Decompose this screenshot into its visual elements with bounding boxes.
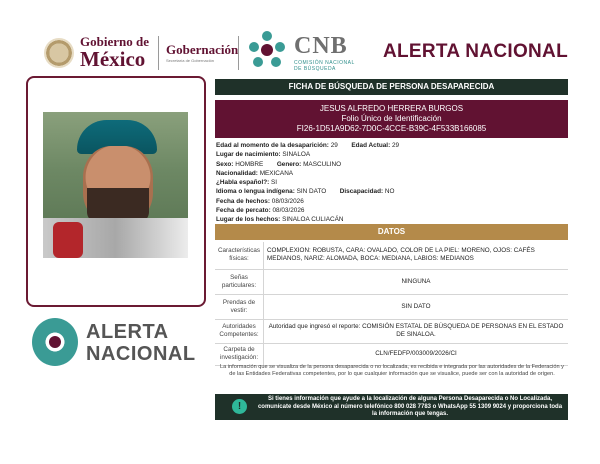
detail-row-sexo: [216, 160, 569, 169]
gob-line1: Gobierno de: [80, 34, 149, 49]
table-row: [215, 242, 568, 269]
genero-label: Genero:: [276, 160, 302, 168]
exclamation-icon: !: [232, 399, 247, 414]
autoridades-value: Autoridad que ingresó el reporte: COMISIÓN ESTATAL DE BÚSQUEDA DE PERSONAS EN EL ESTADO DE SINALOA.: [264, 319, 569, 343]
alerta-nacional-text: [86, 322, 196, 364]
senas-value: NINGUNA: [264, 269, 569, 294]
edad-desaparicion-value: 29: [330, 142, 338, 149]
gob-line2: México: [80, 47, 146, 71]
detail-row-nacionalidad: [216, 169, 569, 178]
person-name-box: [215, 100, 568, 138]
person-details: [216, 141, 569, 225]
header: [0, 0, 600, 76]
fecha-percato-value: 08/03/2026: [272, 207, 305, 215]
gobierno-de-mexico-logo: [80, 35, 149, 70]
logo-line2: NACIONAL: [86, 343, 196, 365]
photo-frame: [26, 76, 206, 307]
table-row: [215, 319, 568, 343]
photo-shirt-detail: [53, 222, 83, 258]
fecha-hechos-label: Fecha de hechos:: [216, 197, 270, 205]
detail-row-nacimiento: [216, 150, 569, 159]
sexo-label: Sexo:: [216, 160, 234, 168]
header-divider: [158, 36, 159, 70]
edad-desaparicion-label: Edad al momento de la desaparición:: [216, 142, 329, 149]
detail-row-idioma: [216, 187, 569, 196]
header-divider: [238, 36, 239, 70]
folio-label: Folio Único de Identificación: [341, 114, 442, 123]
detail-row-fecha-percato: [216, 206, 569, 215]
idioma-label: Idioma o lengua indígena:: [216, 188, 295, 196]
sexo-value: HOMBRE: [235, 160, 264, 168]
alerta-nacional-icon: [32, 318, 78, 366]
gobernacion-subtitle: Secretaría de Gobernación: [166, 58, 215, 63]
logo-line1: ALERTA: [86, 321, 169, 343]
alerta-nacional-logo: [32, 318, 196, 366]
cnb-title: CNB: [294, 33, 348, 59]
contact-text: Si tienes información que ayude a la localización de alguna Persona Desaparecida o No Localizada, comunícate desde México al número telefónico 800 028 7783 o WhatsApp 55 1309 9024 y proporciona toda la información que tengas.: [257, 396, 563, 417]
edad-actual-value: 29: [392, 142, 400, 149]
coat-of-arms-icon: [44, 38, 74, 68]
datos-table: [215, 242, 568, 366]
detail-row-edad: [216, 141, 569, 150]
habla-espanol-value: SI: [271, 179, 278, 187]
disclaimer-text: La información que se visualiza de la persona desaparecida o no localizada, es recibida e integrada por las autoridades de la Federación y de las Entidades Federativas competentes, por lo que cualquier información que se visualice, puede ser con la autoridad de origen.: [220, 364, 564, 377]
genero-value: MASCULINO: [303, 160, 342, 168]
contact-bar: [215, 394, 568, 420]
nacionalidad-label: Nacionalidad:: [216, 169, 258, 177]
datos-title-bar: DATOS: [215, 224, 568, 240]
habla-espanol-label: ¿Habla español?:: [216, 179, 270, 187]
folio-value: FI26-1D51A9D62-7D0C-4CCE-B39C-4F533B166085: [296, 124, 487, 133]
lugar-hechos-value: SINALOA CULIACÁN: [282, 216, 344, 224]
detail-row-fecha-hechos: [216, 197, 569, 206]
discapacidad-label: Discapacidad:: [339, 188, 384, 196]
fecha-hechos-value: 08/03/2026: [271, 197, 304, 205]
lugar-hechos-label: Lugar de los hechos:: [216, 216, 281, 224]
cnb-logo: [294, 34, 364, 72]
idioma-value: SIN DATO: [296, 188, 327, 196]
table-row: [215, 294, 568, 319]
carpeta-value: CLN/FEDFP/003009/2026/CI: [264, 343, 569, 365]
cnb-icon: [248, 30, 286, 70]
edad-actual-label: Edad Actual:: [351, 142, 391, 149]
discapacidad-value: NO: [384, 188, 395, 196]
table-row: [215, 269, 568, 294]
carpeta-label: Carpeta de investigación:: [215, 343, 264, 365]
cnb-subtitle: COMISIÓN NACIONAL DE BÚSQUEDA: [294, 60, 355, 72]
person-name: JESUS ALFREDO HERRERA BURGOS: [319, 104, 464, 113]
lugar-nacimiento-label: Lugar de nacimiento:: [216, 151, 281, 159]
lugar-nacimiento-value: SINALOA: [282, 151, 311, 159]
senas-label: Señas particulares:: [215, 269, 264, 294]
caracteristicas-value: COMPLEXION: ROBUSTA, CARA: OVALADO, COLOR DE LA PIEL: MORENO, OJOS: CAFÉS MEDIANOS, NARIZ: ALOMADA, BOCA: MEDIANA, LABIOS: MEDIANOS: [264, 242, 569, 269]
autoridades-label: Autoridades Competentes:: [215, 319, 264, 343]
ficha-title-bar: FICHA DE BÚSQUEDA DE PERSONA DESAPARECIDA: [215, 79, 568, 95]
fecha-percato-label: Fecha de percato:: [216, 207, 271, 215]
person-photo: [43, 112, 188, 258]
table-row: [215, 343, 568, 365]
caracteristicas-label: Características físicas:: [215, 242, 264, 269]
prendas-label: Prendas de vestir:: [215, 294, 264, 319]
gobernacion-logo: Gobernación: [166, 42, 239, 57]
prendas-value: SIN DATO: [264, 294, 569, 319]
page-title: ALERTA NACIONAL: [383, 41, 568, 62]
detail-row-habla: [216, 178, 569, 187]
nacionalidad-value: MEXICANA: [259, 169, 294, 177]
